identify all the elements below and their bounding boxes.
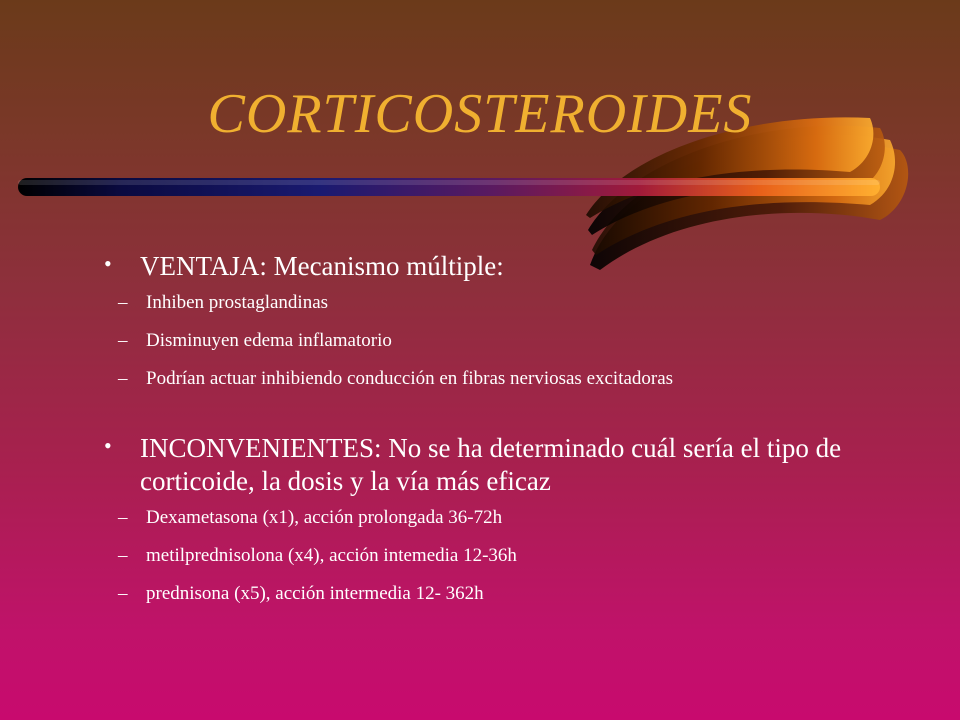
sub-item (104, 291, 904, 316)
sub-item-text: prednisona (x5), acción intermedia 12- 362h (146, 582, 484, 604)
sub-item (104, 506, 904, 531)
sub-item-text: Inhiben prostaglandinas (146, 292, 329, 314)
sub-list (104, 291, 904, 391)
dash-icon: – (118, 507, 128, 529)
bullet-dot-icon: • (104, 251, 112, 276)
section-inconvenientes (104, 432, 904, 607)
sub-item (104, 367, 904, 392)
sub-list (104, 506, 904, 606)
bullet-inconvenientes (104, 432, 904, 499)
sub-item (104, 544, 904, 569)
sub-item (104, 582, 904, 607)
sub-item-text: metilprednisolona (x4), acción intemedia 12-36h (146, 545, 517, 567)
bullet-ventaja (104, 250, 904, 283)
dash-icon: – (118, 367, 128, 389)
bullet-text: INCONVENIENTES: No se ha determinado cuál sería el tipo de corticoide, la dosis y la vía más eficaz (140, 432, 842, 496)
slide-title: CORTICOSTEROIDES (207, 83, 753, 145)
sub-item-text: Disminuyen edema inflamatorio (146, 330, 392, 352)
dash-icon: – (118, 292, 128, 314)
bullet-text: VENTAJA: Mecanismo múltiple: (140, 251, 504, 281)
dash-icon: – (118, 582, 128, 604)
sub-item-text: Podrían actuar inhibiendo conducción en fibras nerviosas excitadoras (146, 367, 674, 389)
dash-icon: – (118, 330, 128, 352)
slide-content (104, 250, 904, 620)
sub-item-text: Dexametasona (x1), acción prolongada 36-72h (146, 507, 503, 529)
dash-icon: – (118, 545, 128, 567)
section-ventaja (104, 250, 904, 392)
bullet-dot-icon: • (104, 432, 112, 458)
sub-item (104, 329, 904, 354)
